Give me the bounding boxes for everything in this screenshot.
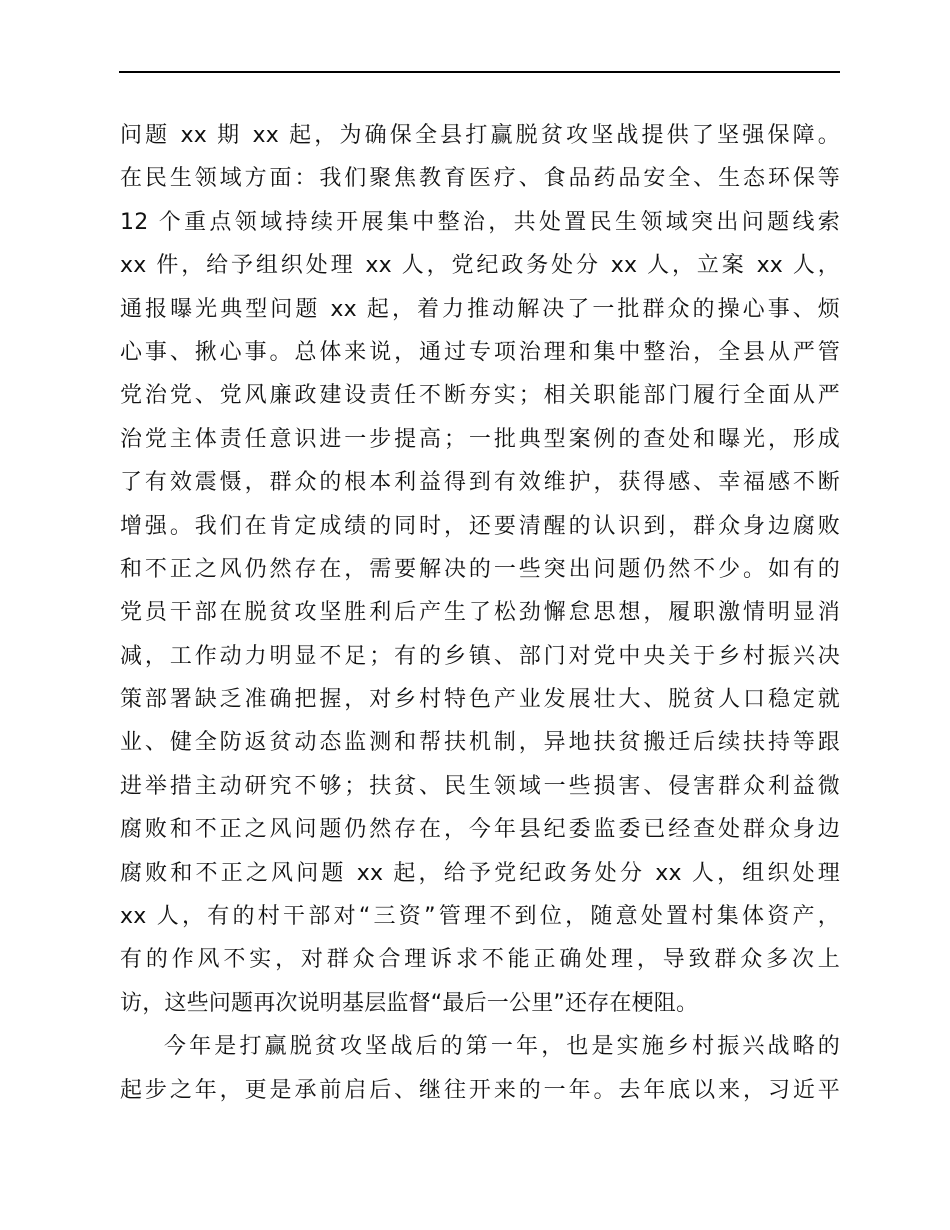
text-line: 进举措主动研究不够；扶贫、民生领域一些损害、侵害群众利益微 [120, 773, 840, 799]
text-line: 和不正之风仍然存在，需要解决的一些突出问题仍然不少。如有的 [120, 556, 840, 582]
text-line: 业、健全防返贫动态监测和帮扶机制，异地扶贫搬迁后续扶持等跟 [120, 730, 840, 756]
text-line: 心事、揪心事。总体来说，通过专项治理和集中整治，全县从严管 [120, 339, 840, 365]
text-line: 在民生领域方面：我们聚焦教育医疗、食品药品安全、生态环保等 [120, 166, 840, 192]
text-line: 腐败和不正之风问题仍然存在，今年县纪委监委已经查处群众身边 [120, 817, 840, 843]
text-line: 问题 xx 期 xx 起，为确保全县打赢脱贫攻坚战提供了坚强保障。 [120, 123, 840, 148]
text-line: 减，工作动力明显不足；有的乡镇、部门对党中央关于乡村振兴决 [120, 643, 840, 669]
body-text [120, 114, 840, 1112]
text-line: 治党主体责任意识进一步提高；一批典型案例的查处和曝光，形成 [120, 426, 840, 452]
text-line: 党员干部在脱贫攻坚胜利后产生了松劲懈怠思想，履职激情明显消 [120, 600, 840, 626]
text-line: xx 人，有的村干部对“三资”管理不到位，随意处置村集体资产， [120, 904, 840, 930]
text-line: 有的作风不实，对群众合理诉求不能正确处理，导致群众多次上 [120, 947, 840, 973]
text-line: 策部署缺乏准确把握，对乡村特色产业发展壮大、脱贫人口稳定就 [120, 687, 840, 713]
text-line: xx 件，给予组织处理 xx 人，党纪政务处分 xx 人，立案 xx 人， [120, 253, 840, 279]
text-line: 12 个重点领域持续开展集中整治，共处置民生领域突出问题线索 [120, 209, 840, 235]
text-line: 通报曝光典型问题 xx 起，着力推动解决了一批群众的操心事、烦 [120, 296, 840, 322]
header-rule [119, 71, 840, 73]
paragraph-first-line: 今年是打赢脱贫攻坚战后的第一年，也是实施乡村振兴战略的 [164, 1034, 840, 1060]
text-line: 起步之年，更是承前启后、继往开来的一年。去年底以来，习近平 [120, 1077, 840, 1103]
text-line: 了有效震慑，群众的根本利益得到有效维护，获得感、幸福感不断 [120, 470, 840, 496]
text-line: 腐败和不正之风问题 xx 起，给予党纪政务处分 xx 人，组织处理 [120, 860, 840, 886]
text-line: 党治党、党风廉政建设责任不断夯实；相关职能部门履行全面从严 [120, 383, 840, 409]
paragraph-end-line: 访，这些问题再次说明基层监督“最后一公里”还存在梗阻。 [120, 990, 699, 1016]
text-line: 增强。我们在肯定成绩的同时，还要清醒的认识到，群众身边腐败 [120, 513, 840, 539]
